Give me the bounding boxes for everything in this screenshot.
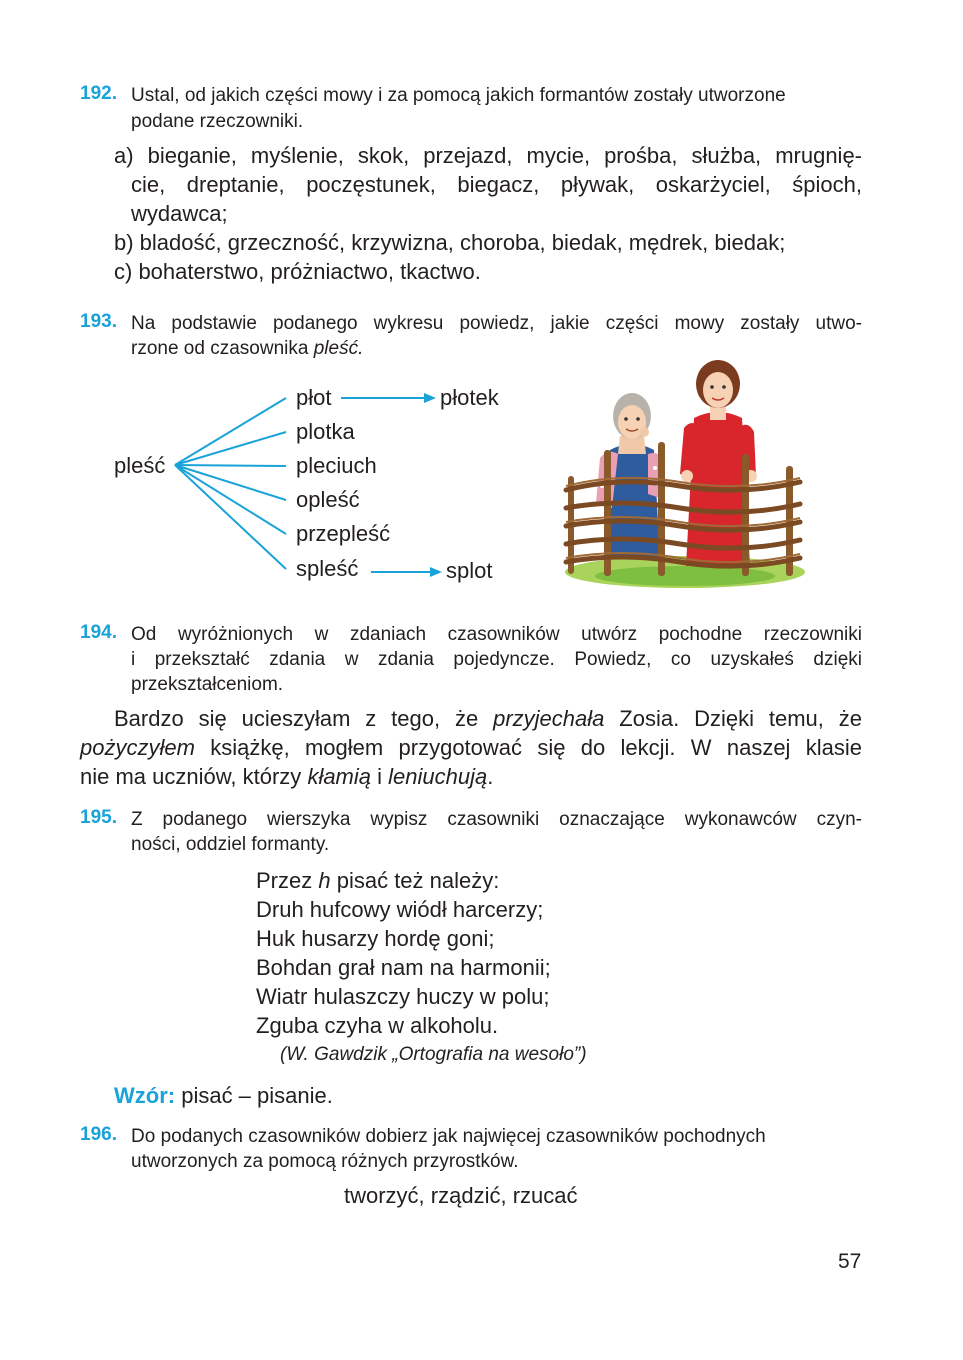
diagram-branch-word: spleść: [296, 556, 359, 581]
poem-text: Przez: [256, 868, 319, 893]
exercise-194-text-line1: [114, 704, 862, 733]
diagram-branch-word: przepleść: [296, 521, 391, 546]
exercise-194-text-line3: [80, 762, 493, 791]
model-answer: [114, 1081, 333, 1110]
exercise-192-instruction-line2: podane rzeczowniki.: [131, 111, 304, 132]
exercise-193-number: 193.: [80, 311, 117, 332]
exercise-196-verbs: tworzyć, rządzić, rzucać: [344, 1183, 578, 1208]
text-segment: Zosia. Dzięki temu, że: [604, 706, 862, 731]
branch-line-pleciuch: [175, 465, 286, 466]
women-at-fence-illustration: [560, 358, 810, 594]
model-label: Wzór:: [114, 1083, 176, 1108]
diagram-branch-word: pleciuch: [296, 453, 377, 478]
branch-line-plotka: [175, 432, 286, 465]
branch-line-plot: [175, 398, 286, 465]
exercise-196-instruction-line1: Do podanych czasowników dobierz jak najwięcej czasowników pochodnych: [131, 1126, 766, 1147]
poem-line-2: Druh hufcowy wiódł harcerzy;: [256, 897, 544, 922]
exercise-192-item-b: b) bladość, grzeczność, krzywizna, choroba, biedak, mędrek, biedak;: [114, 230, 786, 255]
diagram-root-word: pleść: [114, 453, 166, 478]
poem-line-6: Zguba czyha w alkoholu.: [256, 1013, 499, 1038]
exercise-194-instruction-line1: Od wyróżnionych w zdaniach czasowników utwórz pochodne rzeczowniki: [131, 624, 862, 645]
exercise-196-instruction-line2: utworzonych za pomocą różnych przyrostków.: [131, 1151, 519, 1172]
highlighted-verb: kłamią: [307, 764, 372, 789]
poem-line-5: Wiatr hulaszczy huczy w polu;: [256, 984, 550, 1009]
text-segment: książkę, mogłem przygotować się do lekcji. W naszej klasie: [194, 735, 862, 760]
branch-line-splesc: [175, 465, 286, 569]
exercise-195-number: 195.: [80, 807, 117, 828]
highlighted-verb: leniuchują: [388, 764, 488, 789]
text-segment: Bardzo się ucieszyłam z tego, że: [114, 706, 494, 731]
exercise-192-item-a-line2: cie, dreptanie, poczęstunek, biegacz, pływak, oskarżyciel, śpioch,: [131, 172, 862, 197]
highlighted-verb: przyjechała: [493, 706, 605, 731]
text-segment: i: [371, 764, 389, 789]
exercise-194-number: 194.: [80, 622, 117, 643]
diagram-derived-word: płotek: [440, 385, 499, 410]
exercise-192-number: 192.: [80, 83, 117, 104]
text-segment: nie ma uczniów, którzy: [80, 764, 308, 789]
exercise-195-instruction-line1: Z podanego wierszyka wypisz czasowniki oznaczające wykonawców czyn-: [131, 809, 862, 830]
diagram-branch-word: opleść: [296, 487, 360, 512]
exercise-192-instruction-line1: Ustal, od jakich części mowy i za pomocą jakich formantów zostały utworzone: [131, 85, 786, 106]
poem-line-4: Bohdan grał nam na harmonii;: [256, 955, 551, 980]
diagram-derived-word: splot: [446, 558, 493, 583]
diagram-branch-word: plotka: [296, 419, 355, 444]
exercise-196-number: 196.: [80, 1124, 117, 1145]
poem-source: (W. Gawdzik „Ortografia na wesoło”): [280, 1044, 587, 1065]
branch-line-oplesc: [175, 465, 286, 500]
exercise-193-instruction-line1: Na podstawie podanego wykresu powiedz, jakie części mowy zostały utwo-: [131, 313, 862, 334]
poem-text: pisać też należy:: [330, 868, 500, 893]
exercise-194-instruction-line2: i przekształć zdania w zdania pojedyncze. Powiedz, co uzyskałeś dzięki: [131, 649, 862, 670]
model-text: pisać – pisanie.: [175, 1083, 333, 1108]
exercise-194-text-line2: [80, 733, 862, 762]
exercise-192-item-c: c) bohaterstwo, próżniactwo, tkactwo.: [114, 259, 481, 284]
exercise-192-item-a-line1: a) bieganie, myślenie, skok, przejazd, mycie, prośba, służba, mrugnię-: [114, 143, 862, 168]
exercise-192-item-a-line3: wydawca;: [131, 201, 228, 226]
poem-line-1: [256, 866, 499, 895]
arrowhead-plotek: [424, 393, 436, 403]
highlighted-verb: pożyczyłem: [80, 735, 195, 760]
poem-highlight: h: [318, 868, 331, 893]
poem-line-3: Huk husarzy hordę goni;: [256, 926, 495, 951]
text-segment: .: [487, 764, 494, 789]
highlighted-verb: pleść.: [313, 338, 364, 359]
branch-line-przeplesc: [175, 465, 286, 534]
arrowhead-splot: [430, 567, 442, 577]
page-number: 57: [838, 1250, 862, 1273]
instruction-text: rzone od czasownika: [131, 338, 314, 359]
exercise-194-instruction-line3: przekształceniom.: [131, 674, 284, 695]
exercise-195-instruction-line2: ności, oddziel formanty.: [131, 834, 330, 855]
diagram-branch-word: płot: [296, 385, 332, 410]
